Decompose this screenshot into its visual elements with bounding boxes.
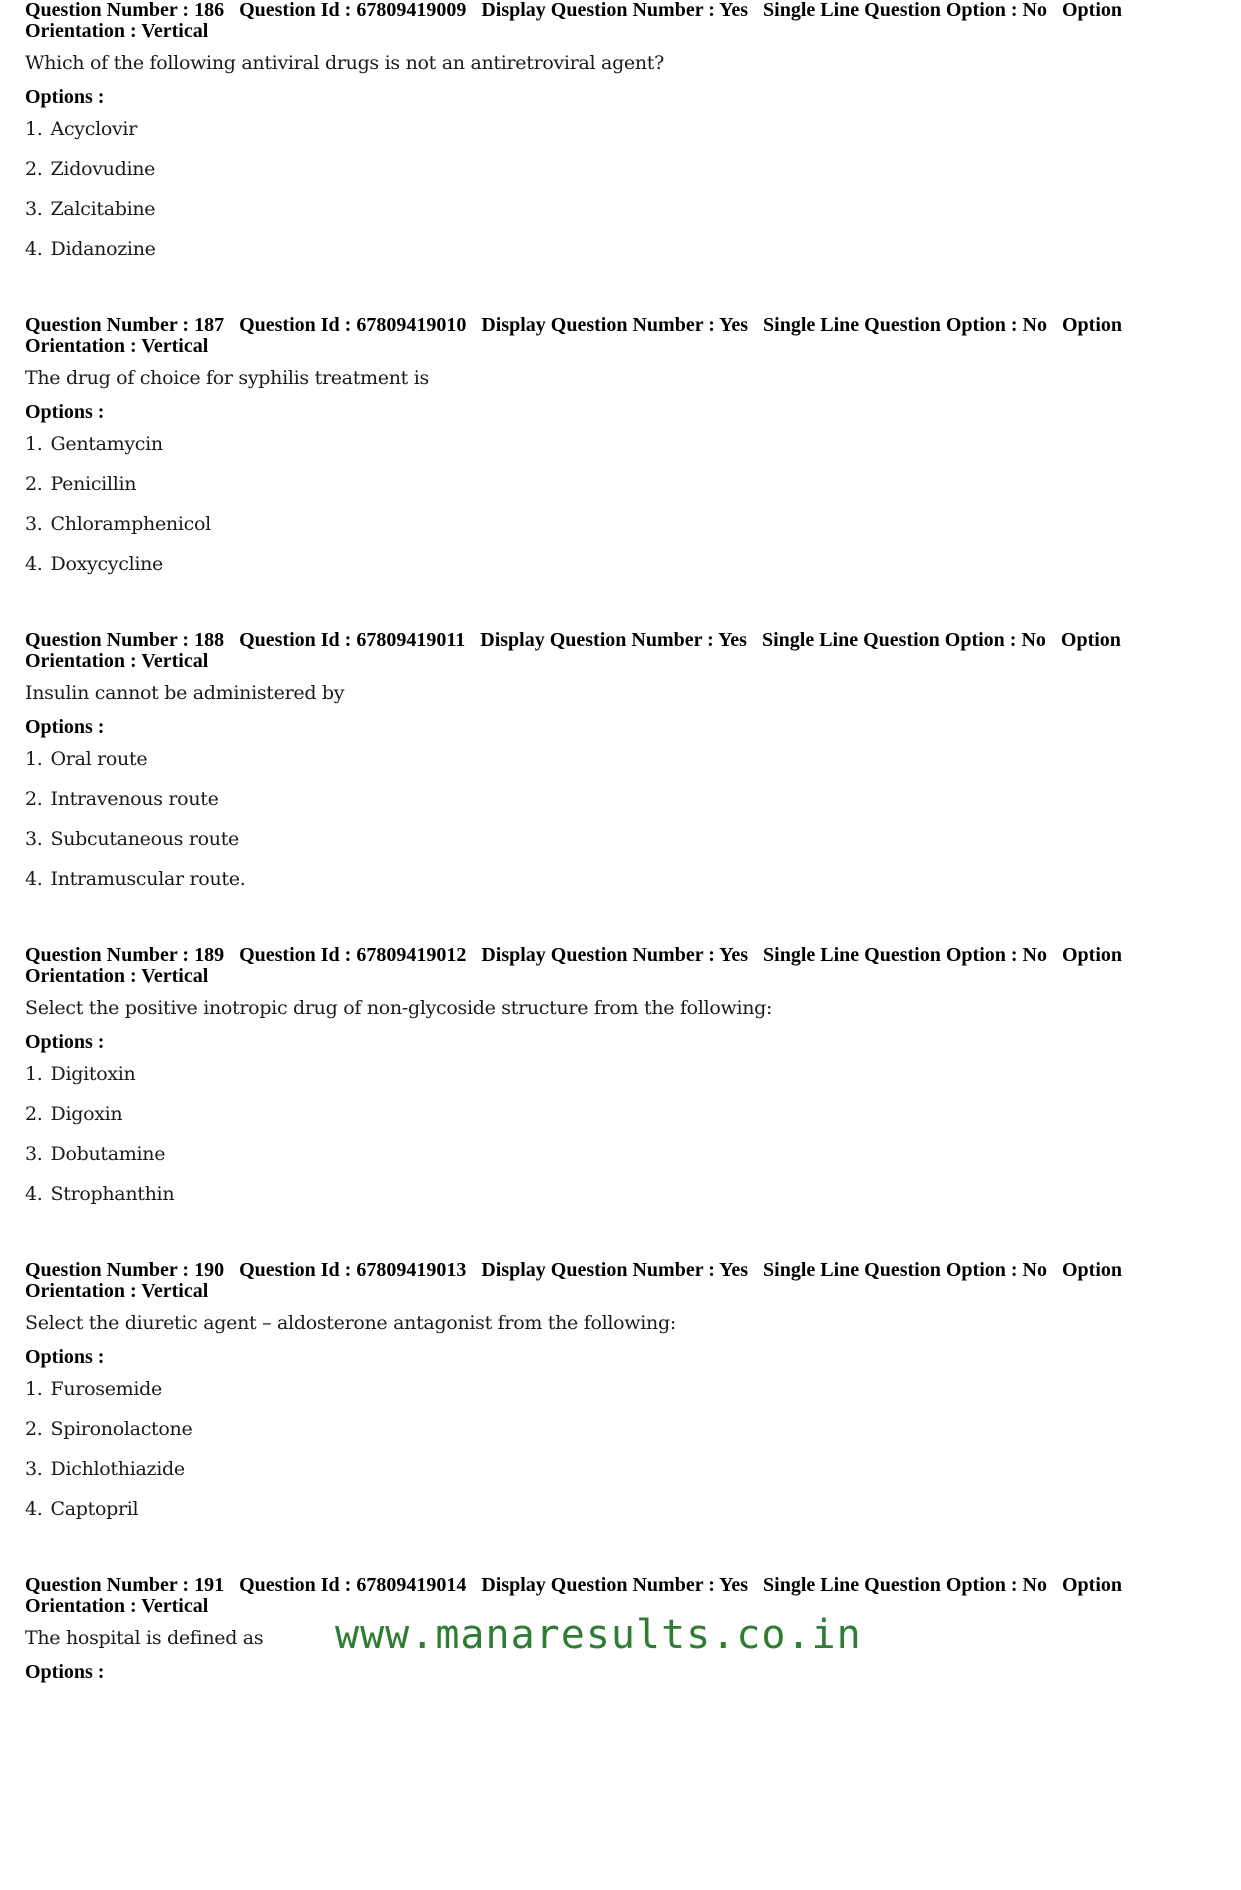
question-number: Question Number : 189 (25, 944, 225, 966)
question-id: Question Id : 67809419014 (239, 1574, 467, 1596)
option-text: Zidovudine (50, 158, 156, 180)
option-orientation: Option Orientation : Vertical (25, 629, 1121, 672)
option-orientation: Option Orientation : Vertical (25, 1259, 1123, 1302)
option-1 (25, 741, 1185, 781)
question-block-187 (25, 315, 1185, 630)
option-text: Dichlothiazide (50, 1458, 185, 1480)
question-id: Question Id : 67809419013 (239, 1259, 467, 1281)
option-text: Digoxin (50, 1103, 123, 1125)
option-orientation: Option Orientation : Vertical (25, 0, 1123, 42)
question-text: Which of the following antiviral drugs is not an antiretroviral agent? (25, 52, 665, 74)
question-id: Question Id : 67809419010 (239, 314, 467, 336)
option-number: 2. (25, 1103, 43, 1125)
option-1 (25, 1371, 1185, 1411)
option-2 (25, 781, 1185, 821)
question-block-186 (25, 0, 1185, 315)
option-number: 1. (25, 748, 43, 770)
option-text: Chloramphenicol (50, 513, 211, 535)
option-4 (25, 1176, 1185, 1216)
option-text: Intravenous route (50, 788, 219, 810)
question-block-188 (25, 630, 1185, 945)
single-line-question-option: Single Line Question Option : No (761, 629, 1046, 651)
question-header (25, 1575, 1185, 1617)
option-text: Spironolactone (50, 1418, 193, 1440)
option-number: 2. (25, 1418, 43, 1440)
question-block-190 (25, 1260, 1185, 1575)
question-id: Question Id : 67809419009 (239, 0, 467, 21)
option-text: Captopril (50, 1498, 139, 1520)
option-2 (25, 151, 1185, 191)
single-line-question-option: Single Line Question Option : No (763, 1259, 1047, 1281)
option-1 (25, 426, 1185, 466)
option-orientation: Option Orientation : Vertical (25, 314, 1123, 357)
option-text: Penicillin (50, 473, 137, 495)
option-1 (25, 111, 1185, 151)
option-number: 3. (25, 1143, 43, 1165)
option-3 (25, 1451, 1185, 1491)
question-header (25, 0, 1185, 42)
option-number: 4. (25, 1498, 43, 1520)
option-text: Doxycycline (50, 553, 164, 575)
question-header (25, 630, 1185, 672)
options-label: Options : (25, 716, 105, 738)
question-number: Question Number : 190 (25, 1259, 225, 1281)
single-line-question-option: Single Line Question Option : No (763, 944, 1047, 966)
options-label: Options : (25, 401, 105, 423)
option-number: 4. (25, 868, 43, 890)
option-number: 1. (25, 433, 43, 455)
option-1 (25, 1056, 1185, 1096)
option-text: Intramuscular route. (50, 868, 246, 890)
option-text: Furosemide (50, 1378, 162, 1400)
option-text: Digitoxin (50, 1063, 136, 1085)
option-number: 4. (25, 1183, 43, 1205)
display-question-number: Display Question Number : Yes (481, 314, 749, 336)
option-number: 1. (25, 118, 43, 140)
option-4 (25, 1491, 1185, 1531)
option-2 (25, 466, 1185, 506)
question-header (25, 315, 1185, 357)
option-number: 2. (25, 788, 43, 810)
options-label: Options : (25, 1661, 105, 1683)
question-id: Question Id : 67809419011 (239, 629, 466, 651)
option-3 (25, 191, 1185, 231)
option-number: 1. (25, 1063, 43, 1085)
option-4 (25, 231, 1185, 271)
display-question-number: Display Question Number : Yes (481, 0, 749, 21)
single-line-question-option: Single Line Question Option : No (763, 0, 1047, 21)
option-text: Oral route (50, 748, 148, 770)
option-text: Didanozine (50, 238, 156, 260)
question-number: Question Number : 191 (25, 1574, 225, 1596)
option-text: Strophanthin (50, 1183, 175, 1205)
display-question-number: Display Question Number : Yes (481, 944, 749, 966)
option-number: 2. (25, 158, 43, 180)
option-4 (25, 546, 1185, 586)
option-number: 3. (25, 198, 43, 220)
option-3 (25, 506, 1185, 546)
option-text: Acyclovir (50, 118, 137, 140)
display-question-number: Display Question Number : Yes (480, 629, 747, 651)
question-number: Question Number : 187 (25, 314, 225, 336)
option-number: 3. (25, 828, 43, 850)
question-text: The drug of choice for syphilis treatment is (25, 367, 429, 389)
options-label: Options : (25, 86, 105, 108)
single-line-question-option: Single Line Question Option : No (763, 1574, 1047, 1596)
option-number: 3. (25, 1458, 43, 1480)
option-text: Gentamycin (50, 433, 163, 455)
option-2 (25, 1411, 1185, 1451)
question-text: Select the positive inotropic drug of non-glycoside structure from the following: (25, 997, 773, 1019)
option-orientation: Option Orientation : Vertical (25, 944, 1123, 987)
option-2 (25, 1096, 1185, 1136)
option-text: Dobutamine (50, 1143, 166, 1165)
question-text: Select the diuretic agent – aldosterone antagonist from the following: (25, 1312, 676, 1334)
question-number: Question Number : 186 (25, 0, 225, 21)
display-question-number: Display Question Number : Yes (481, 1574, 749, 1596)
question-header (25, 945, 1185, 987)
options-label: Options : (25, 1031, 105, 1053)
option-3 (25, 1136, 1185, 1176)
option-text: Subcutaneous route (50, 828, 239, 850)
option-number: 4. (25, 238, 43, 260)
display-question-number: Display Question Number : Yes (481, 1259, 749, 1281)
question-number: Question Number : 188 (25, 629, 225, 651)
option-number: 1. (25, 1378, 43, 1400)
watermark: www.manaresults.co.in (335, 1612, 862, 1658)
option-orientation: Option Orientation : Vertical (25, 1574, 1123, 1617)
question-header (25, 1260, 1185, 1302)
option-text: Zalcitabine (50, 198, 156, 220)
question-text: Insulin cannot be administered by (25, 682, 345, 704)
option-3 (25, 821, 1185, 861)
question-id: Question Id : 67809419012 (239, 944, 467, 966)
option-number: 4. (25, 553, 43, 575)
option-4 (25, 861, 1185, 901)
options-label: Options : (25, 1346, 105, 1368)
exam-page (25, 0, 1185, 1890)
single-line-question-option: Single Line Question Option : No (763, 314, 1047, 336)
question-block-189 (25, 945, 1185, 1260)
option-number: 2. (25, 473, 43, 495)
question-text: The hospital is defined as (25, 1627, 264, 1649)
option-number: 3. (25, 513, 43, 535)
